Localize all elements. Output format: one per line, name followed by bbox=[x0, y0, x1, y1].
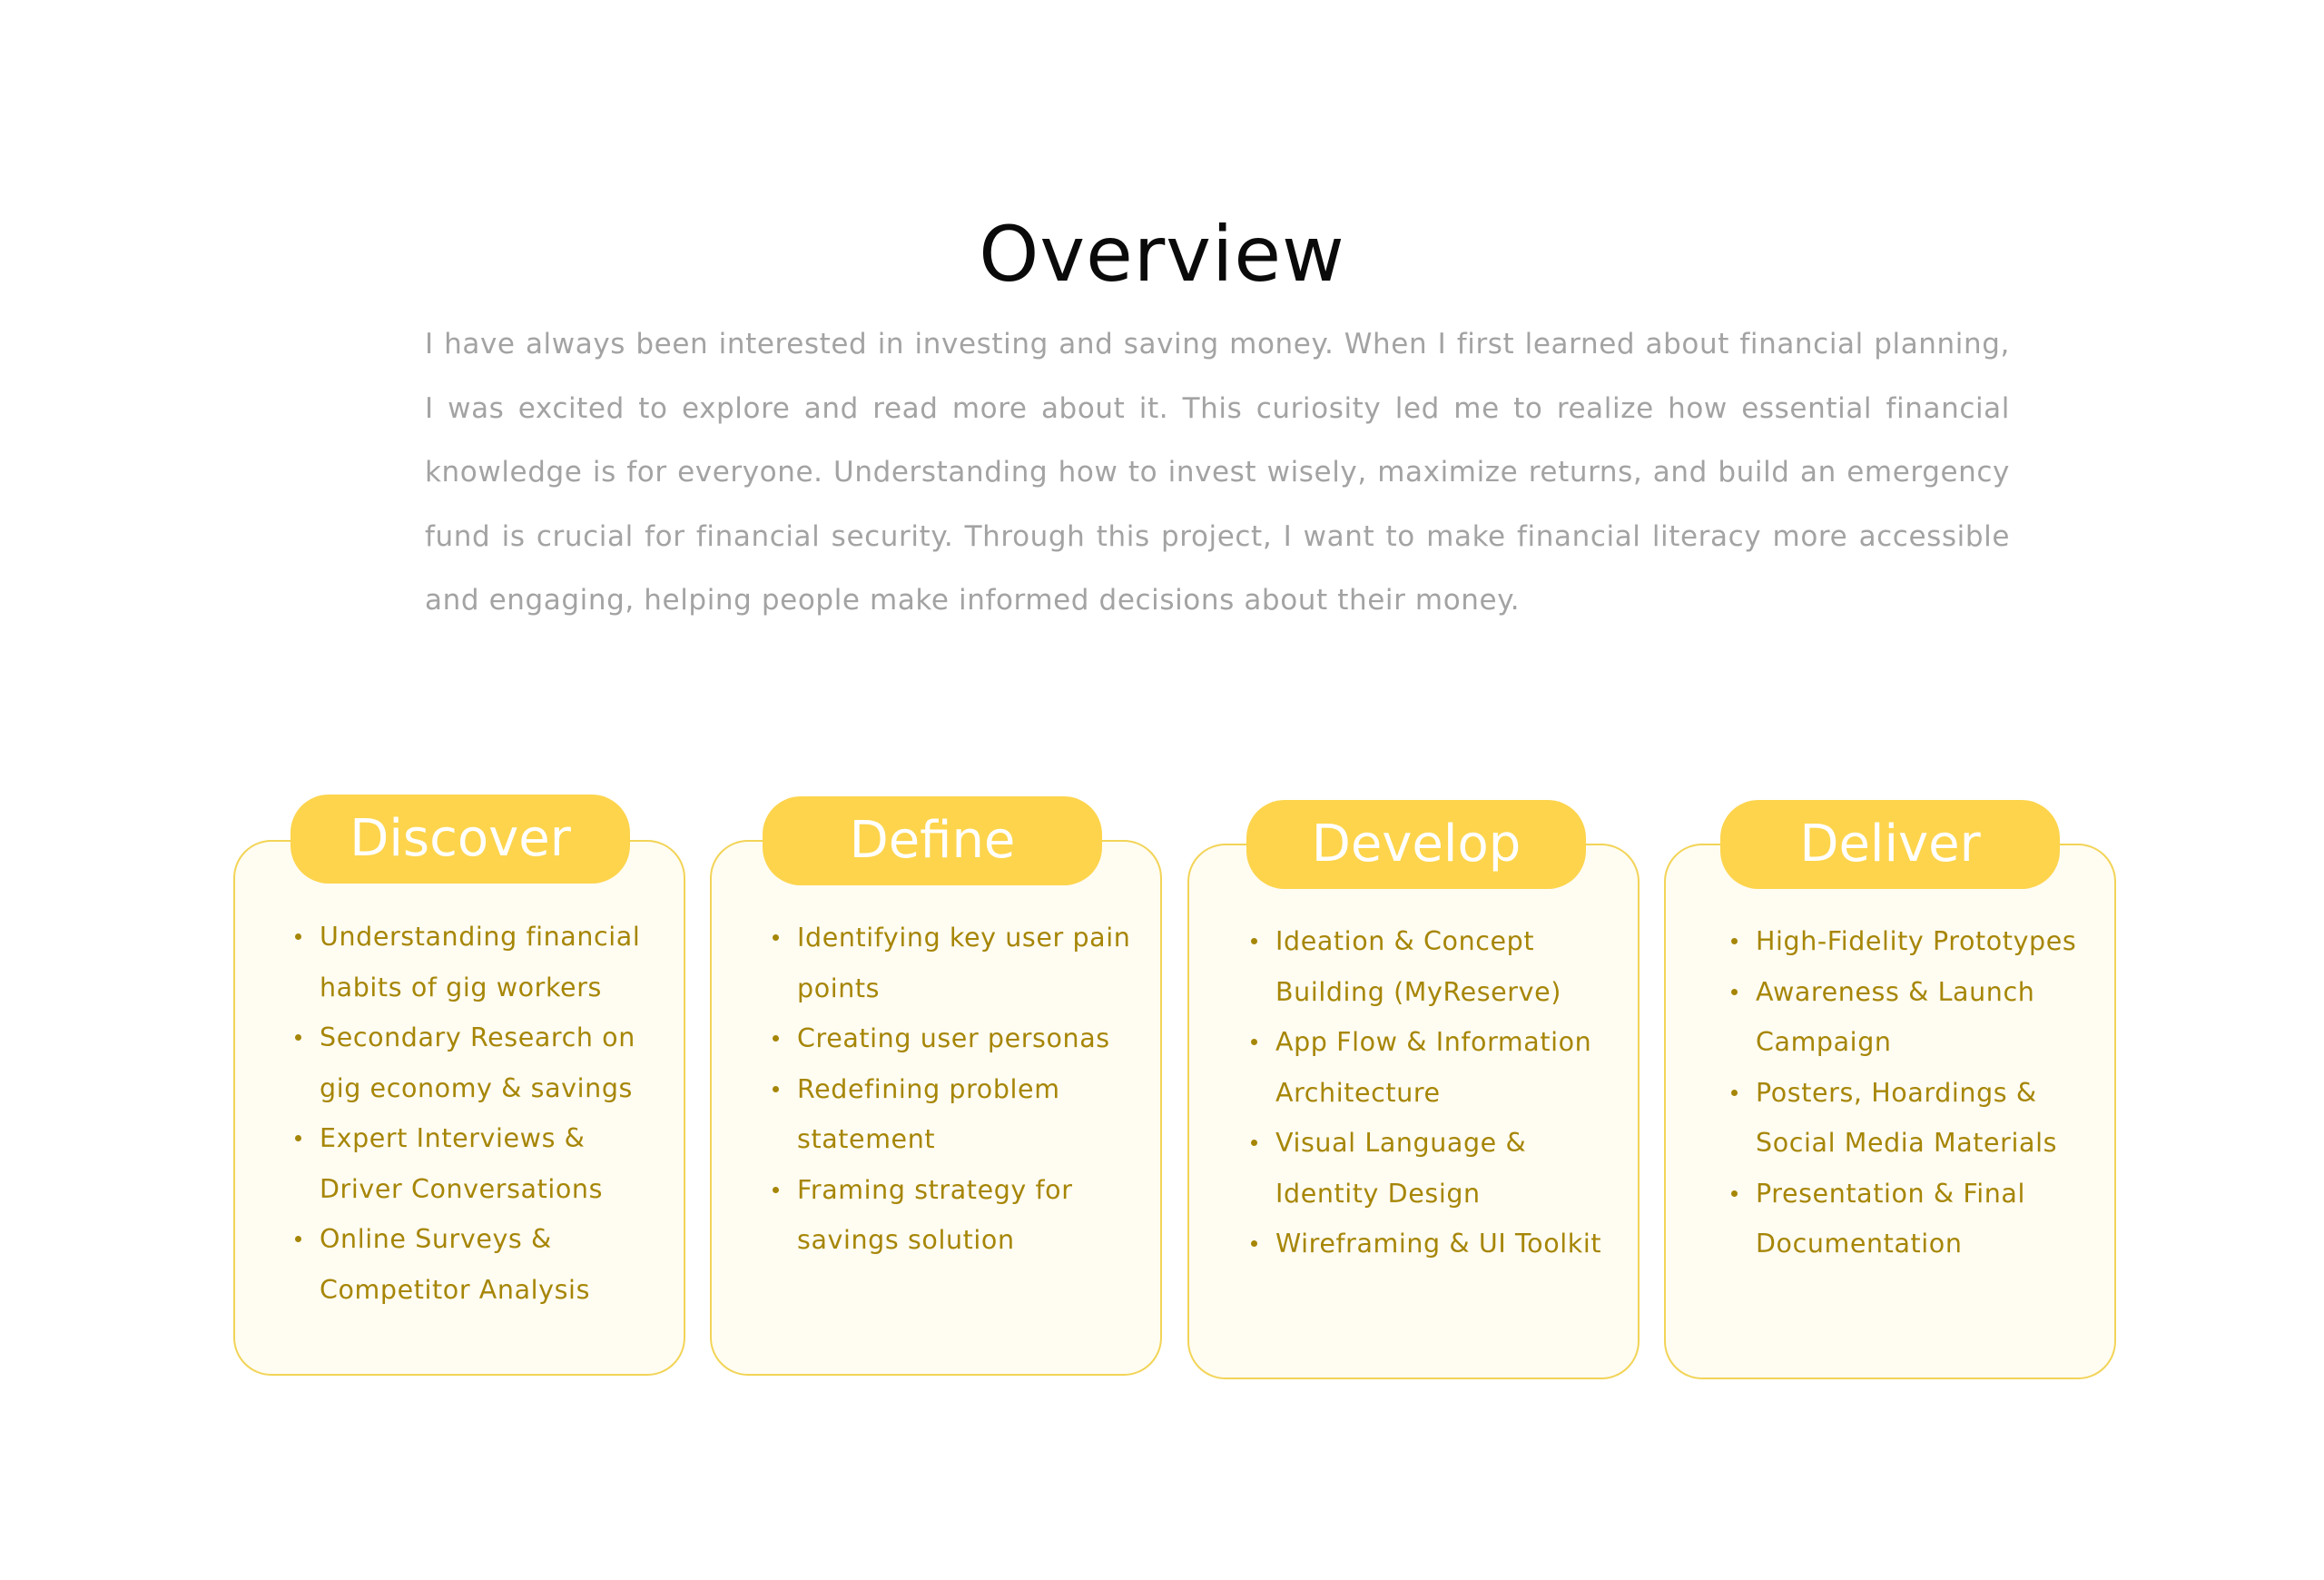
list-item: Presentation & Final Documentation bbox=[1731, 1169, 2103, 1269]
list-item: Online Surveys & Competitor Analysis bbox=[295, 1214, 658, 1315]
phase-list-develop bbox=[1251, 916, 1614, 1269]
list-item: Identifying key user pain points bbox=[773, 913, 1136, 1013]
phase-label-develop: Develop bbox=[1246, 800, 1586, 889]
list-item: Redefining problem statement bbox=[773, 1064, 1136, 1165]
page-title: Overview bbox=[979, 210, 1345, 299]
phase-list-define bbox=[773, 913, 1136, 1266]
list-item: App Flow & Information Architecture bbox=[1251, 1017, 1614, 1118]
intro-paragraph: I have always been interested in investing and saving money. When I first learned about financial planning, I was excited to explore and read more about it. This curiosity led me to realize how essential financial knowledge is for everyone. Understanding how to invest wisely, maximize returns, and build an emergency fund is crucial for financial security. Through this project, I want to make financial literacy more accessible and engaging, helping people make informed decisions about their money. bbox=[425, 328, 2010, 617]
list-item: Wireframing & UI Toolkit bbox=[1251, 1219, 1614, 1269]
list-item: Awareness & Launch Campaign bbox=[1731, 967, 2103, 1068]
list-item: Secondary Research on gig economy & savings bbox=[295, 1012, 658, 1113]
list-item: Visual Language & Identity Design bbox=[1251, 1118, 1614, 1219]
phase-label-deliver: Deliver bbox=[1720, 800, 2060, 889]
list-item: Posters, Hoardings & Social Media Materials bbox=[1731, 1068, 2103, 1169]
list-item: Framing strategy for savings solution bbox=[773, 1165, 1136, 1266]
list-item: High-Fidelity Prototypes bbox=[1731, 916, 2103, 967]
list-item: Expert Interviews & Driver Conversations bbox=[295, 1113, 658, 1214]
list-item: Creating user personas bbox=[773, 1013, 1136, 1064]
phase-label-define: Define bbox=[763, 796, 1102, 885]
list-item: Ideation & Concept Building (MyReserve) bbox=[1251, 916, 1614, 1017]
phase-list-deliver bbox=[1731, 916, 2103, 1269]
phase-list-discover bbox=[295, 912, 658, 1315]
phase-label-discover: Discover bbox=[290, 795, 630, 884]
list-item: Understanding financial habits of gig workers bbox=[295, 912, 658, 1012]
